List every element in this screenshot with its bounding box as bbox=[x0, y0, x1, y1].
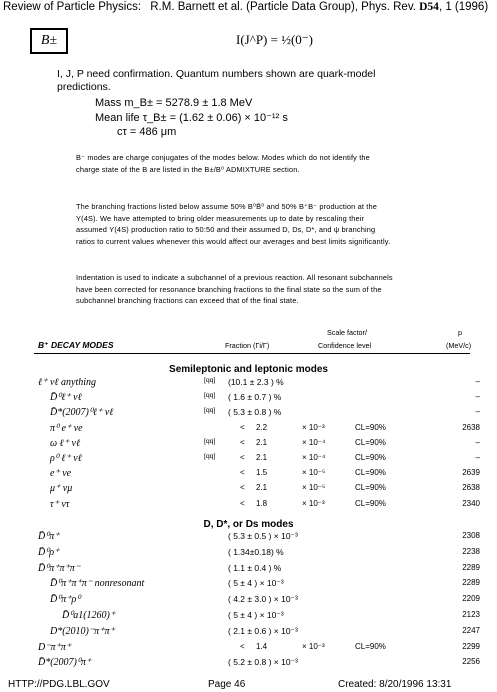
fraction-value: (10.1 ± 2.3 ) % bbox=[228, 377, 284, 387]
footer-url: HTTP://PDG.LBL.GOV bbox=[8, 679, 110, 690]
fraction-value: 1.5 bbox=[256, 468, 268, 478]
decay-mode: D̄*(2007)⁰ℓ⁺ νℓ bbox=[50, 407, 114, 419]
section-title-semileptonic: Semileptonic and leptonic modes bbox=[169, 364, 328, 375]
momentum-value: 2289 bbox=[462, 578, 480, 588]
fraction-value: ( 5.2 ± 0.8 ) × 10⁻³ bbox=[228, 657, 298, 668]
upper-limit-sign: < bbox=[240, 453, 245, 462]
decay-mode: D⁻π⁺π⁺ bbox=[38, 641, 72, 653]
footnote-ref: [qq] bbox=[204, 407, 216, 415]
fraction-exponent: × 10⁻⁴ bbox=[302, 437, 326, 447]
decay-row bbox=[0, 377, 497, 391]
decay-modes-title: B⁺ DECAY MODES bbox=[38, 340, 114, 350]
fraction-value: ( 5.3 ± 0.8 ) % bbox=[228, 407, 282, 418]
fraction-value: ( 5 ± 4 ) × 10⁻³ bbox=[228, 578, 284, 589]
footer-page: Page 46 bbox=[208, 679, 246, 690]
intro-text: I, J, P need confirmation. Quantum numbers shown are quark-model predictions. bbox=[57, 68, 376, 93]
fraction-value: ( 1.1 ± 0.4 ) % bbox=[228, 562, 282, 573]
momentum-value: 2238 bbox=[462, 546, 480, 556]
col-confidence-header: Confidence level bbox=[318, 341, 372, 350]
decay-mode: D̄⁰a1(1260)⁺ bbox=[62, 610, 116, 621]
decay-mode: ω ℓ⁺ νℓ bbox=[50, 437, 81, 449]
citation-volume: D54 bbox=[419, 1, 439, 13]
citation-authors: R.M. Barnett et al. (Particle Data Group), Phys. Rev. bbox=[150, 1, 416, 13]
decay-mode: D̄⁰π⁺π⁺π⁻ bbox=[38, 562, 81, 574]
momentum-value: 2340 bbox=[462, 498, 480, 508]
footer-created: Created: 8/20/1996 13:31 bbox=[338, 679, 452, 690]
decay-row bbox=[0, 547, 497, 561]
decay-row bbox=[0, 642, 497, 656]
decay-row bbox=[0, 610, 497, 624]
momentum-value: – bbox=[475, 437, 480, 447]
particle-name-box: B± bbox=[30, 28, 68, 54]
fraction-value: 2.1 bbox=[256, 437, 268, 447]
fraction-value: 2.1 bbox=[256, 483, 268, 493]
decay-row bbox=[0, 563, 497, 577]
fraction-value: ( 4.2 ± 3.0 ) × 10⁻³ bbox=[228, 594, 298, 605]
decay-row bbox=[0, 578, 497, 592]
fraction-exponent: × 10⁻³ bbox=[302, 641, 325, 651]
fraction-value: 2.2 bbox=[256, 422, 268, 432]
col-p-header: p bbox=[458, 328, 462, 337]
decay-mode: π⁰ e⁺ νe bbox=[50, 422, 83, 434]
col-scale-header: Scale factor/ bbox=[327, 328, 367, 337]
momentum-value: 2638 bbox=[462, 422, 480, 432]
confidence-level: CL=90% bbox=[355, 498, 386, 508]
decay-mode: e⁺ νe bbox=[50, 468, 72, 480]
upper-limit-sign: < bbox=[240, 437, 245, 447]
confidence-level: CL=90% bbox=[355, 437, 386, 447]
momentum-value: – bbox=[475, 377, 480, 386]
fraction-value: 1.8 bbox=[256, 498, 268, 508]
decay-row bbox=[0, 438, 497, 452]
fraction-value: ( 5.3 ± 0.5 ) × 10⁻³ bbox=[228, 531, 298, 541]
fraction-exponent: × 10⁻³ bbox=[302, 422, 325, 432]
confidence-level: CL=90% bbox=[355, 422, 386, 432]
upper-limit-sign: < bbox=[240, 641, 245, 651]
decay-mode: D̄*(2007)⁰π⁺ bbox=[38, 657, 92, 669]
note-charge-conjugate: B⁻ modes are charge conjugates of the modes below. Modes which do not identify the charge state of the B are listed in the B±/B⁰ ADMIXTURE section. bbox=[76, 153, 370, 174]
decay-mode: D̄⁰ℓ⁺ νℓ bbox=[50, 392, 82, 404]
note-branching-fractions: The branching fractions listed below assume 50% B⁰B̄⁰ and 50% B⁺B⁻ production at the Υ(4S). We have attempted to bring older measurements up to date by rescaling their assumed Υ(4S) production ratio to 50:50 and their assumed D, Ds, D*, and ψ branching ratios to current values whenever this would affect our averages and best limits significantly. bbox=[76, 202, 391, 246]
footnote-ref: [qq] bbox=[204, 392, 216, 400]
decay-row bbox=[0, 626, 497, 640]
decay-row bbox=[0, 483, 497, 497]
decay-mode: τ⁺ ντ bbox=[50, 498, 70, 510]
decay-row bbox=[0, 499, 497, 513]
momentum-value: 2299 bbox=[462, 641, 480, 651]
fraction-value: 2.1 bbox=[256, 453, 268, 462]
mass-value: Mass m_B± = 5278.9 ± 1.8 MeV bbox=[95, 97, 253, 109]
decay-mode: D̄⁰ρ⁺ bbox=[38, 546, 60, 558]
momentum-value: 2639 bbox=[462, 468, 480, 478]
fraction-exponent: × 10⁻⁵ bbox=[302, 483, 326, 493]
confidence-level: CL=90% bbox=[355, 468, 386, 478]
decay-mode: D̄⁰π⁺ρ⁰ bbox=[50, 594, 81, 606]
decay-mode: D̄⁰π⁺ bbox=[38, 531, 60, 542]
decay-mode: D*(2010)⁻π⁺π⁺ bbox=[50, 625, 115, 637]
fraction-exponent: × 10⁻³ bbox=[302, 498, 325, 508]
decay-row bbox=[0, 531, 497, 545]
momentum-value: 2638 bbox=[462, 483, 480, 493]
momentum-value: – bbox=[475, 453, 480, 462]
momentum-value: – bbox=[475, 392, 480, 402]
fraction-value: ( 5 ± 4 ) × 10⁻³ bbox=[228, 610, 284, 620]
decay-mode: D̄⁰π⁺π⁺π⁻ nonresonant bbox=[50, 578, 145, 590]
momentum-value: 2256 bbox=[462, 657, 480, 667]
confidence-level: CL=90% bbox=[355, 483, 386, 493]
momentum-value: 2289 bbox=[462, 562, 480, 572]
momentum-value: 2247 bbox=[462, 625, 480, 635]
footnote-ref: [qq] bbox=[204, 437, 216, 445]
upper-limit-sign: < bbox=[240, 498, 245, 508]
momentum-value: 2308 bbox=[462, 531, 480, 540]
decay-row bbox=[0, 423, 497, 437]
decay-mode: ℓ⁺ νℓ anything bbox=[38, 377, 97, 388]
fraction-exponent: × 10⁻⁵ bbox=[302, 468, 326, 478]
decay-row bbox=[0, 594, 497, 608]
upper-limit-sign: < bbox=[240, 483, 245, 493]
decay-row bbox=[0, 407, 497, 421]
quantum-numbers: I(J^P) = ½(0⁻) bbox=[236, 32, 313, 47]
note-indentation: Indentation is used to indicate a subchannel of a previous reaction. All resonant subchannels have been corrected for resonance branching fractions to the final state so the sum of the subchannel branching fractions can exceed that of the final state. bbox=[76, 273, 393, 306]
momentum-value: 2123 bbox=[462, 610, 480, 619]
citation-header bbox=[3, 1, 488, 13]
fraction-value: ( 1.6 ± 0.7 ) % bbox=[228, 392, 282, 403]
decay-row bbox=[0, 453, 497, 467]
fraction-value: ( 1.34±0.18) % bbox=[228, 546, 284, 557]
upper-limit-sign: < bbox=[240, 468, 245, 478]
fraction-value: ( 2.1 ± 0.6 ) × 10⁻³ bbox=[228, 625, 298, 636]
citation-page-year: , 1 (1996) bbox=[438, 1, 489, 13]
decay-row bbox=[0, 468, 497, 482]
citation-source: Review of Particle Physics: bbox=[3, 1, 142, 13]
footnote-ref: [qq] bbox=[204, 453, 216, 460]
confidence-level: CL=90% bbox=[355, 641, 386, 651]
decay-mode: μ⁺ νμ bbox=[50, 483, 73, 495]
upper-limit-sign: < bbox=[240, 422, 245, 432]
col-p-unit-header: (MeV/c) bbox=[446, 341, 472, 350]
section-title-d-modes: D, D*, or Ds modes bbox=[203, 519, 294, 530]
decay-mode: ρ⁰ ℓ⁺ νℓ bbox=[50, 453, 82, 464]
mean-life-value: Mean life τ_B± = (1.62 ± 0.06) × 10⁻¹² s bbox=[95, 112, 288, 124]
decay-row bbox=[0, 392, 497, 406]
fraction-value: 1.4 bbox=[256, 641, 268, 651]
fraction-exponent: × 10⁻⁴ bbox=[302, 453, 326, 462]
confidence-level: CL=90% bbox=[355, 453, 386, 462]
ctau-value: cτ = 486 μm bbox=[117, 126, 177, 138]
decay-row bbox=[0, 657, 497, 671]
col-fraction-header: Fraction (Γi/Γ) bbox=[225, 341, 270, 350]
momentum-value: 2209 bbox=[462, 594, 480, 604]
momentum-value: – bbox=[475, 407, 480, 417]
footnote-ref: [qq] bbox=[204, 377, 216, 384]
header-divider bbox=[34, 353, 470, 354]
